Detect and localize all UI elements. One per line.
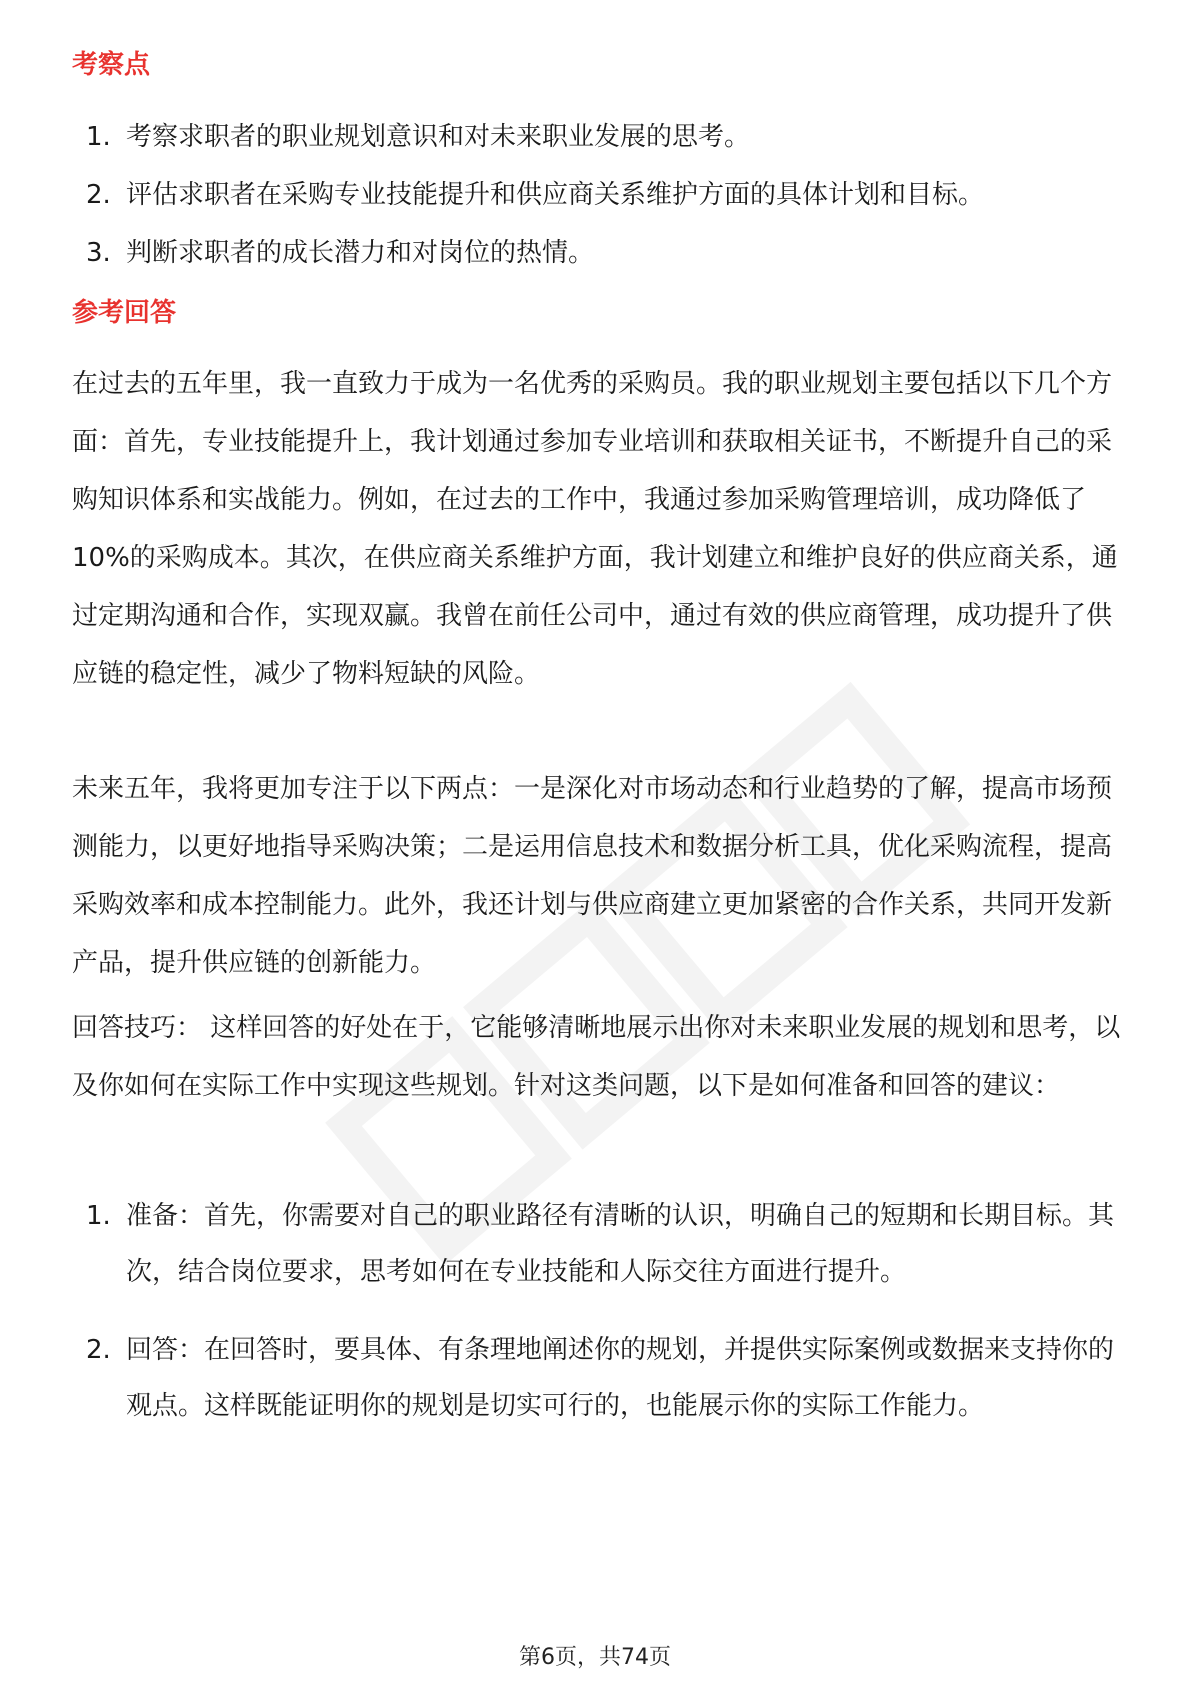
page-number: 第6页，共74页 [519,1645,671,1670]
list-item [72,166,1132,224]
section-title-exam-points: 考察点 [72,50,151,80]
list-number: 1. [86,1201,111,1231]
answer-tips-list [72,1188,1132,1456]
answer-paragraph-1: 在过去的五年里，我一直致力于成为一名优秀的采购员。我的职业规划主要包括以下几个方面：首先，专业技能提升上，我计划通过参加专业培训和获取相关证书，不断提升自己的采购知识体系和实战能力。例如，在过去的工作中，我通过参加采购管理培训，成功降低了10%的采购成本。其次，在供应商关系维护方面，我计划建立和维护良好的供应商关系，通过定期沟通和合作，实现双赢。我曾在前任公司中，通过有效的供应商管理，成功提升了供应链的稳定性，减少了物料短缺的风险。 [72,369,1118,689]
list-number: 2. [86,180,111,210]
answer-paragraph-2: 未来五年，我将更加专注于以下两点：一是深化对市场动态和行业趋势的了解，提高市场预测能力，以更好地指导采购决策；二是运用信息技术和数据分析工具，优化采购流程，提高采购效率和成本控制能力。此外，我还计划与供应商建立更加紧密的合作关系，共同开发新产品，提升供应链的创新能力。 [72,774,1113,978]
section-title-reference-answer: 参考回答 [72,298,177,328]
list-number: 1. [86,122,111,152]
list-item [72,1322,1132,1434]
list-item [72,1188,1132,1300]
list-item-text: 评估求职者在采购专业技能提升和供应商关系维护方面的具体计划和目标。 [126,180,985,210]
list-item [72,224,1132,282]
list-item-text: 回答：在回答时，要具体、有条理地阐述你的规划，并提供实际案例或数据来支持你的观点。这样既能证明你的规划是切实可行的，也能展示你的实际工作能力。 [126,1335,1115,1421]
list-item [72,108,1132,166]
list-item-text: 考察求职者的职业规划意识和对未来职业发展的思考。 [126,122,751,152]
exam-points-list [72,108,1132,282]
list-number: 3. [86,238,111,268]
list-item-text: 准备：首先，你需要对自己的职业路径有清晰的认识，明确自己的短期和长期目标。其次，结合岗位要求，思考如何在专业技能和人际交往方面进行提升。 [126,1201,1115,1287]
list-item-text: 判断求职者的成长潜力和对岗位的热情。 [126,238,595,268]
list-number: 2. [86,1335,111,1365]
answer-tips-intro: 回答技巧： 这样回答的好处在于，它能够清晰地展示出你对未来职业发展的规划和思考，以及你如何在实际工作中实现这些规划。针对这类问题，以下是如何准备和回答的建议： [72,1013,1121,1101]
